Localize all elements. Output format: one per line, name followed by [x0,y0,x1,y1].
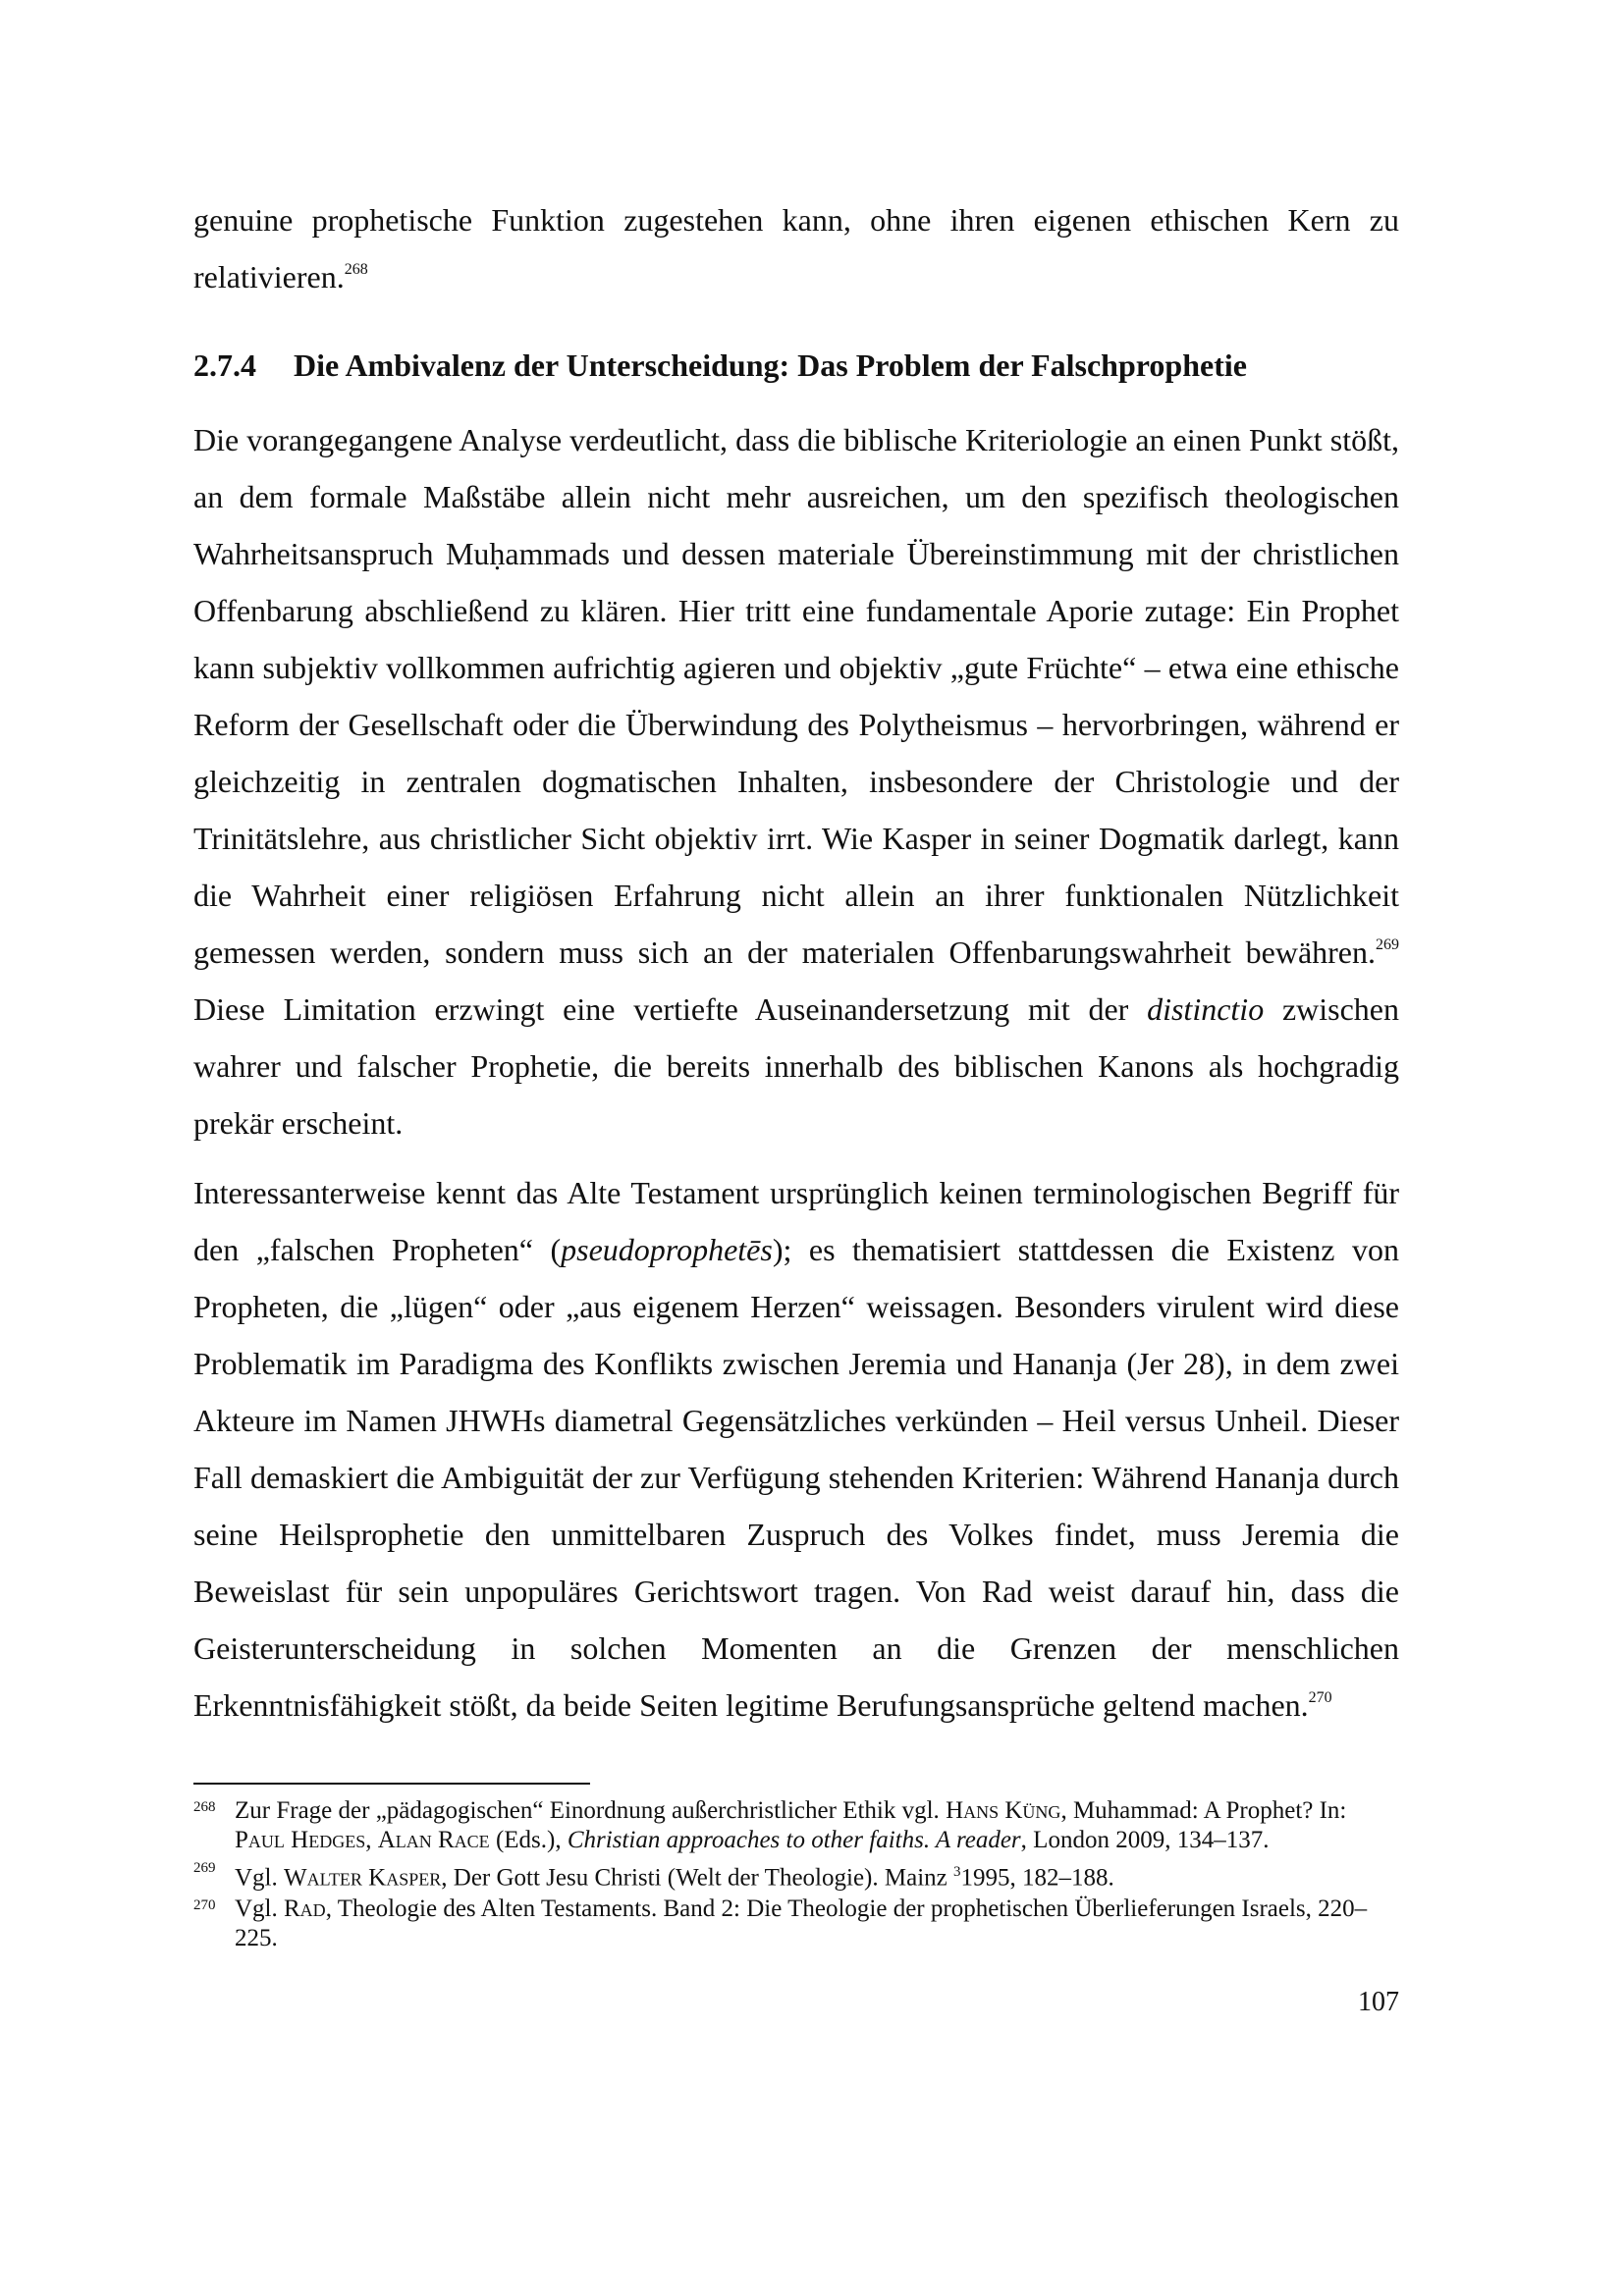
footnote-separator [193,1783,590,1785]
section-title: Die Ambivalenz der Unterscheidung: Das Problem der Falschprophetie [294,347,1247,383]
top-paragraph: genuine prophetische Funktion zugestehen kann, ohne ihren eigenen ethischen Kern zu relativieren.$^{268}$ [193,202,1399,294]
italic-term-pseudoprophetes: pseudoprophetēs [561,1232,773,1267]
footnote-ref-269: 269 [1376,936,1399,954]
footnote-268: 268 Zur Frage der „pädagogischen“ Einordnung außerchristlicher Ethik vgl. Hans Küng, Muhammad: A Prophet? In: Paul Hedges, Alan Race (Eds.), Christian approaches to other faiths. A reader, London 2009, 134–137. [193,1797,1347,1853]
section-number: 2.7.4 [193,347,256,383]
footnote-ref-268: 268 [344,261,368,279]
paragraph-1: Die vorangegangene Analyse verdeutlicht, dass die biblische Kriteriologie an einen Punkt stößt, an dem formale Maßstäbe allein nicht mehr ausreichen, um den spezifisch theologischen Wahrheitsanspruch Muḥammads und dessen materiale Übereinstimmung mit der christlichen Offenbarung abschließend zu klären. Hier tritt eine fundamentale Aporie zutage: Ein Prophet kann subjektiv vollkommen aufrichtig agieren und objektiv „gute Früchte“ – etwa eine ethische Reform der Gesellschaft oder die Überwindung des Polytheismus – hervorbringen, während er gleichzeitig in zentralen dogmatischen Inhalten, insbesondere der Christologie und der Trinitätslehre, aus christlicher Sicht objektiv irrt. Wie Kasper in seiner Dogmatik darlegt, kann die Wahrheit einer religiösen Erfahrung nicht allein an ihrer funktionalen Nützlichkeit gemessen werden, sondern muss sich an der materialen Offenbarungswahrheit bewähren.$^{269}$ Diese Limitation erzwingt eine vertiefte Auseinandersetzung mit der distinctio zwischen wahrer und falscher Prophetie, die bereits innerhalb des biblischen Kanons als hochgradig prekär erscheint. [193,422,1400,1141]
section-heading [193,346,1399,385]
footnote-270: 270 Vgl. Rad, Theologie des Alten Testaments. Band 2: Die Theologie der prophetischen Überlieferungen Israels, 220–225. [193,1896,1368,1952]
footnote-ref-270: 270 [1308,1689,1332,1707]
italic-term-distinctio: distinctio [1147,991,1265,1027]
footnotes [193,1796,1399,1955]
page-number: 107 [1358,1987,1399,2017]
paragraph-2: Interessanterweise kennt das Alte Testament ursprünglich keinen terminologischen Begriff für den „falschen Propheten“ (pseudoprophetēs); es thematisiert stattdessen die Existenz von Propheten, die „lügen“ oder „aus eigenem Herzen“ weissagen. Besonders virulent wird diese Problematik im Paradigma des Konflikts zwischen Jeremia und Hananja (Jer 28), in dem zwei Akteure im Namen JHWHs diametral Gegensätzliches verkünden – Heil versus Unheil. Dieser Fall demaskiert die Ambiguität der zur Verfügung stehenden Kriterien: Während Hananja durch seine Heilsprophetie den unmittelbaren Zuspruch des Volkes findet, muss Jeremia die Beweislast für sein unpopuläres Gerichtswort tragen. Von Rad weist darauf hin, dass die Geisterunterscheidung in solchen Momenten an die Grenzen der menschlichen Erkenntnisfähigkeit stößt, da beide Seiten legitime Berufungsansprüche geltend machen.$^{270}$ [193,1175,1400,1723]
footnote-269: 269 Vgl. Walter Kasper, Der Gott Jesu Christi (Welt der Theologie). Mainz $^3$1995, 182–188. [193,1860,1114,1892]
